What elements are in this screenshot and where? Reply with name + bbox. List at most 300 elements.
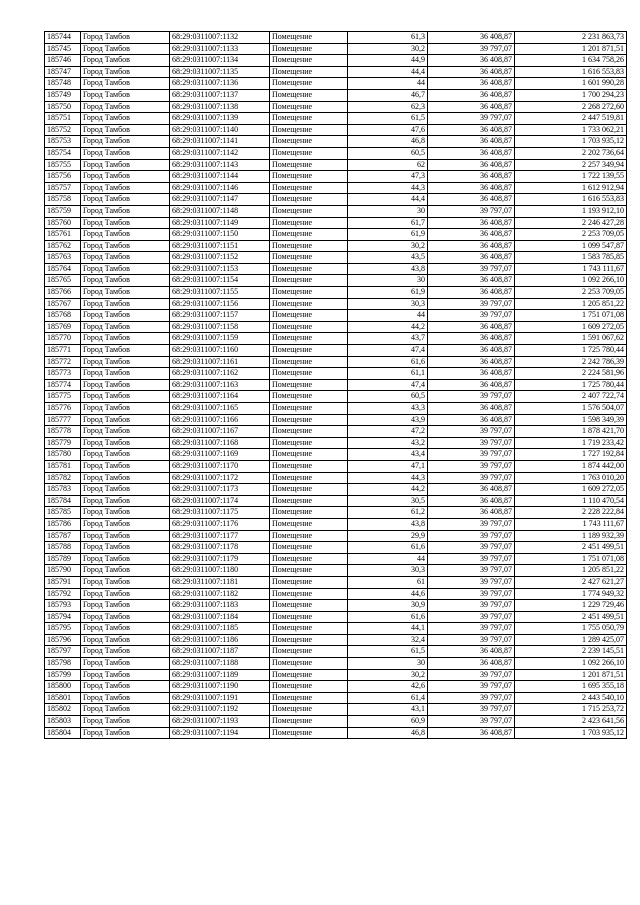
cell-cadastral-value: 1 616 553,83 — [515, 66, 627, 78]
cell-cadastral-value: 1 755 050,79 — [515, 623, 627, 635]
cell-city: Город Тамбов — [81, 368, 170, 380]
cell-cadastral-number: 68:29:0311007:1140 — [170, 124, 270, 136]
cell-object-type: Помещение — [270, 136, 348, 148]
cell-cadastral-value: 1 576 504,07 — [515, 403, 627, 415]
cell-cadastral-value: 1 874 442,00 — [515, 460, 627, 472]
cell-cadastral-number: 68:29:0311007:1179 — [170, 553, 270, 565]
cell-row-id: 185768 — [45, 310, 81, 322]
table-row — [45, 530, 627, 542]
cell-object-type: Помещение — [270, 32, 348, 44]
cell-cadastral-number: 68:29:0311007:1167 — [170, 426, 270, 438]
table-row — [45, 66, 627, 78]
cell-city: Город Тамбов — [81, 101, 170, 113]
cell-city: Город Тамбов — [81, 89, 170, 101]
table-row — [45, 518, 627, 530]
table-row — [45, 32, 627, 44]
cell-cadastral-number: 68:29:0311007:1164 — [170, 391, 270, 403]
cell-price-per-sqm: 36 408,87 — [428, 484, 515, 496]
cell-price-per-sqm: 36 408,87 — [428, 252, 515, 264]
cell-cadastral-number: 68:29:0311007:1154 — [170, 275, 270, 287]
table-row — [45, 136, 627, 148]
cell-area: 43,8 — [348, 518, 428, 530]
cell-object-type: Помещение — [270, 321, 348, 333]
cell-price-per-sqm: 36 408,87 — [428, 147, 515, 159]
cell-area: 42,6 — [348, 681, 428, 693]
cell-cadastral-number: 68:29:0311007:1176 — [170, 518, 270, 530]
cell-row-id: 185804 — [45, 727, 81, 739]
cell-row-id: 185755 — [45, 159, 81, 171]
table-row — [45, 704, 627, 716]
cell-cadastral-value: 1 110 470,54 — [515, 495, 627, 507]
cell-object-type: Помещение — [270, 518, 348, 530]
cell-row-id: 185777 — [45, 414, 81, 426]
cell-area: 44,4 — [348, 66, 428, 78]
cell-cadastral-number: 68:29:0311007:1162 — [170, 368, 270, 380]
cell-price-per-sqm: 39 797,07 — [428, 530, 515, 542]
cell-price-per-sqm: 39 797,07 — [428, 623, 515, 635]
cell-cadastral-number: 68:29:0311007:1185 — [170, 623, 270, 635]
cell-cadastral-number: 68:29:0311007:1169 — [170, 449, 270, 461]
cell-city: Город Тамбов — [81, 182, 170, 194]
cell-object-type: Помещение — [270, 159, 348, 171]
cell-row-id: 185786 — [45, 518, 81, 530]
cell-price-per-sqm: 36 408,87 — [428, 89, 515, 101]
cell-price-per-sqm: 36 408,87 — [428, 646, 515, 658]
cell-city: Город Тамбов — [81, 333, 170, 345]
cell-cadastral-number: 68:29:0311007:1182 — [170, 588, 270, 600]
cell-area: 30 — [348, 205, 428, 217]
cell-row-id: 185757 — [45, 182, 81, 194]
cell-area: 61,9 — [348, 287, 428, 299]
table-row — [45, 205, 627, 217]
table-row — [45, 240, 627, 252]
cell-price-per-sqm: 36 408,87 — [428, 55, 515, 67]
cell-city: Город Тамбов — [81, 623, 170, 635]
cell-cadastral-value: 1 092 266,10 — [515, 275, 627, 287]
table-row — [45, 437, 627, 449]
cell-area: 62,3 — [348, 101, 428, 113]
cell-cadastral-value: 1 601 990,28 — [515, 78, 627, 90]
cell-row-id: 185799 — [45, 669, 81, 681]
cell-cadastral-value: 1 743 111,67 — [515, 518, 627, 530]
cell-object-type: Помещение — [270, 414, 348, 426]
cell-cadastral-value: 2 246 427,28 — [515, 217, 627, 229]
cell-row-id: 185789 — [45, 553, 81, 565]
cell-row-id: 185761 — [45, 229, 81, 241]
cell-cadastral-number: 68:29:0311007:1133 — [170, 43, 270, 55]
cell-object-type: Помещение — [270, 634, 348, 646]
cell-object-type: Помещение — [270, 182, 348, 194]
cell-cadastral-number: 68:29:0311007:1173 — [170, 484, 270, 496]
cell-price-per-sqm: 36 408,87 — [428, 345, 515, 357]
cell-cadastral-value: 1 751 071,08 — [515, 553, 627, 565]
cell-object-type: Помещение — [270, 449, 348, 461]
cell-cadastral-value: 1 201 871,51 — [515, 43, 627, 55]
table-row — [45, 460, 627, 472]
cell-area: 61,3 — [348, 32, 428, 44]
cell-area: 43,2 — [348, 437, 428, 449]
cell-row-id: 185762 — [45, 240, 81, 252]
cell-cadastral-number: 68:29:0311007:1151 — [170, 240, 270, 252]
cell-row-id: 185790 — [45, 565, 81, 577]
cell-city: Город Тамбов — [81, 484, 170, 496]
cell-price-per-sqm: 39 797,07 — [428, 669, 515, 681]
cell-area: 44,1 — [348, 623, 428, 635]
cell-object-type: Помещение — [270, 646, 348, 658]
cell-city: Город Тамбов — [81, 310, 170, 322]
cell-object-type: Помещение — [270, 66, 348, 78]
cell-object-type: Помещение — [270, 716, 348, 728]
cell-object-type: Помещение — [270, 275, 348, 287]
table-row — [45, 658, 627, 670]
cell-price-per-sqm: 36 408,87 — [428, 333, 515, 345]
cell-price-per-sqm: 36 408,87 — [428, 32, 515, 44]
cell-city: Город Тамбов — [81, 159, 170, 171]
cell-city: Город Тамбов — [81, 287, 170, 299]
cell-object-type: Помещение — [270, 124, 348, 136]
cell-row-id: 185760 — [45, 217, 81, 229]
cell-cadastral-number: 68:29:0311007:1193 — [170, 716, 270, 728]
cell-price-per-sqm: 39 797,07 — [428, 588, 515, 600]
cell-cadastral-value: 2 253 709,05 — [515, 229, 627, 241]
cell-price-per-sqm: 36 408,87 — [428, 229, 515, 241]
cell-row-id: 185783 — [45, 484, 81, 496]
table-row — [45, 623, 627, 635]
cell-row-id: 185744 — [45, 32, 81, 44]
cell-price-per-sqm: 36 408,87 — [428, 414, 515, 426]
table-row — [45, 275, 627, 287]
cell-cadastral-number: 68:29:0311007:1158 — [170, 321, 270, 333]
cell-row-id: 185792 — [45, 588, 81, 600]
cell-cadastral-value: 2 228 222,84 — [515, 507, 627, 519]
cell-price-per-sqm: 36 408,87 — [428, 240, 515, 252]
cell-cadastral-value: 1 774 949,32 — [515, 588, 627, 600]
cell-cadastral-value: 1 703 935,12 — [515, 727, 627, 739]
cell-row-id: 185749 — [45, 89, 81, 101]
cell-cadastral-value: 2 202 736,64 — [515, 147, 627, 159]
cell-row-id: 185771 — [45, 345, 81, 357]
cell-price-per-sqm: 39 797,07 — [428, 391, 515, 403]
cell-area: 61,4 — [348, 692, 428, 704]
cell-object-type: Помещение — [270, 310, 348, 322]
cell-object-type: Помещение — [270, 484, 348, 496]
table-row — [45, 101, 627, 113]
cell-object-type: Помещение — [270, 368, 348, 380]
cell-city: Город Тамбов — [81, 727, 170, 739]
cell-city: Город Тамбов — [81, 298, 170, 310]
table-row — [45, 171, 627, 183]
cell-row-id: 185764 — [45, 263, 81, 275]
cell-price-per-sqm: 36 408,87 — [428, 217, 515, 229]
cell-city: Город Тамбов — [81, 403, 170, 415]
cell-price-per-sqm: 36 408,87 — [428, 507, 515, 519]
cell-row-id: 185770 — [45, 333, 81, 345]
cell-object-type: Помещение — [270, 507, 348, 519]
table-row — [45, 124, 627, 136]
cell-price-per-sqm: 39 797,07 — [428, 576, 515, 588]
cell-cadastral-number: 68:29:0311007:1153 — [170, 263, 270, 275]
table-row — [45, 542, 627, 554]
cell-price-per-sqm: 39 797,07 — [428, 634, 515, 646]
cell-cadastral-number: 68:29:0311007:1172 — [170, 472, 270, 484]
cell-object-type: Помещение — [270, 229, 348, 241]
cell-object-type: Помещение — [270, 113, 348, 125]
cell-cadastral-value: 1 609 272,05 — [515, 484, 627, 496]
table-row — [45, 287, 627, 299]
cell-cadastral-value: 2 224 581,96 — [515, 368, 627, 380]
cell-cadastral-number: 68:29:0311007:1160 — [170, 345, 270, 357]
cell-area: 61,6 — [348, 611, 428, 623]
table-row — [45, 634, 627, 646]
cell-area: 30,9 — [348, 600, 428, 612]
cell-cadastral-number: 68:29:0311007:1180 — [170, 565, 270, 577]
cell-cadastral-number: 68:29:0311007:1136 — [170, 78, 270, 90]
cell-object-type: Помещение — [270, 55, 348, 67]
cell-area: 43,3 — [348, 403, 428, 415]
table-row — [45, 263, 627, 275]
cell-price-per-sqm: 36 408,87 — [428, 368, 515, 380]
cell-cadastral-number: 68:29:0311007:1175 — [170, 507, 270, 519]
cell-row-id: 185779 — [45, 437, 81, 449]
cell-price-per-sqm: 39 797,07 — [428, 704, 515, 716]
cell-row-id: 185785 — [45, 507, 81, 519]
cell-object-type: Помещение — [270, 240, 348, 252]
table-row — [45, 426, 627, 438]
cell-area: 47,4 — [348, 345, 428, 357]
cell-cadastral-number: 68:29:0311007:1139 — [170, 113, 270, 125]
table-row — [45, 484, 627, 496]
table-row — [45, 379, 627, 391]
cell-cadastral-number: 68:29:0311007:1135 — [170, 66, 270, 78]
cell-city: Город Тамбов — [81, 588, 170, 600]
cell-city: Город Тамбов — [81, 426, 170, 438]
cell-row-id: 185784 — [45, 495, 81, 507]
cell-cadastral-value: 1 725 780,44 — [515, 379, 627, 391]
cell-cadastral-value: 1 612 912,94 — [515, 182, 627, 194]
cell-price-per-sqm: 39 797,07 — [428, 542, 515, 554]
cell-price-per-sqm: 39 797,07 — [428, 460, 515, 472]
cell-price-per-sqm: 36 408,87 — [428, 136, 515, 148]
cell-cadastral-value: 2 443 540,10 — [515, 692, 627, 704]
cell-city: Город Тамбов — [81, 194, 170, 206]
cell-city: Город Тамбов — [81, 542, 170, 554]
cell-row-id: 185778 — [45, 426, 81, 438]
cell-city: Город Тамбов — [81, 78, 170, 90]
cell-cadastral-number: 68:29:0311007:1165 — [170, 403, 270, 415]
cell-area: 30,5 — [348, 495, 428, 507]
cell-cadastral-value: 1 201 871,51 — [515, 669, 627, 681]
cell-cadastral-number: 68:29:0311007:1190 — [170, 681, 270, 693]
cell-cadastral-number: 68:29:0311007:1138 — [170, 101, 270, 113]
cell-price-per-sqm: 36 408,87 — [428, 194, 515, 206]
cell-cadastral-number: 68:29:0311007:1170 — [170, 460, 270, 472]
cell-city: Город Тамбов — [81, 43, 170, 55]
cell-cadastral-value: 1 092 266,10 — [515, 658, 627, 670]
cell-price-per-sqm: 36 408,87 — [428, 403, 515, 415]
table-row — [45, 194, 627, 206]
cell-area: 61,2 — [348, 507, 428, 519]
cell-city: Город Тамбов — [81, 634, 170, 646]
cell-cadastral-value: 1 733 062,21 — [515, 124, 627, 136]
cell-city: Город Тамбов — [81, 530, 170, 542]
cell-city: Город Тамбов — [81, 449, 170, 461]
cell-area: 46,8 — [348, 727, 428, 739]
cell-cadastral-number: 68:29:0311007:1143 — [170, 159, 270, 171]
cell-city: Город Тамбов — [81, 611, 170, 623]
cell-area: 47,6 — [348, 124, 428, 136]
cell-row-id: 185775 — [45, 391, 81, 403]
cell-price-per-sqm: 39 797,07 — [428, 449, 515, 461]
table-row — [45, 576, 627, 588]
cell-area: 61,9 — [348, 229, 428, 241]
cell-cadastral-number: 68:29:0311007:1186 — [170, 634, 270, 646]
cell-cadastral-value: 1 205 851,22 — [515, 565, 627, 577]
cell-row-id: 185748 — [45, 78, 81, 90]
table-row — [45, 229, 627, 241]
cell-cadastral-value: 1 743 111,67 — [515, 263, 627, 275]
cell-cadastral-number: 68:29:0311007:1188 — [170, 658, 270, 670]
cell-object-type: Помещение — [270, 171, 348, 183]
cell-city: Город Тамбов — [81, 356, 170, 368]
cell-object-type: Помещение — [270, 403, 348, 415]
cell-price-per-sqm: 39 797,07 — [428, 113, 515, 125]
cell-area: 61,6 — [348, 542, 428, 554]
cell-area: 43,9 — [348, 414, 428, 426]
cell-row-id: 185780 — [45, 449, 81, 461]
cell-area: 32,4 — [348, 634, 428, 646]
cell-area: 61,1 — [348, 368, 428, 380]
table-row — [45, 588, 627, 600]
cell-object-type: Помещение — [270, 78, 348, 90]
cell-price-per-sqm: 39 797,07 — [428, 611, 515, 623]
cell-cadastral-number: 68:29:0311007:1146 — [170, 182, 270, 194]
table-row — [45, 600, 627, 612]
cell-cadastral-number: 68:29:0311007:1132 — [170, 32, 270, 44]
cell-price-per-sqm: 39 797,07 — [428, 43, 515, 55]
cell-area: 60,9 — [348, 716, 428, 728]
cell-cadastral-number: 68:29:0311007:1149 — [170, 217, 270, 229]
cell-cadastral-value: 1 719 233,42 — [515, 437, 627, 449]
table-row — [45, 252, 627, 264]
cell-object-type: Помещение — [270, 426, 348, 438]
table-row — [45, 356, 627, 368]
cell-area: 47,4 — [348, 379, 428, 391]
property-table — [44, 31, 627, 739]
cell-city: Город Тамбов — [81, 391, 170, 403]
cell-city: Город Тамбов — [81, 414, 170, 426]
cell-price-per-sqm: 39 797,07 — [428, 310, 515, 322]
cell-row-id: 185756 — [45, 171, 81, 183]
cell-cadastral-value: 2 451 499,51 — [515, 611, 627, 623]
cell-cadastral-value: 1 695 355,18 — [515, 681, 627, 693]
table-row — [45, 182, 627, 194]
cell-cadastral-value: 1 715 253,72 — [515, 704, 627, 716]
cell-object-type: Помещение — [270, 217, 348, 229]
table-row — [45, 449, 627, 461]
cell-city: Город Тамбов — [81, 240, 170, 252]
cell-area: 30,2 — [348, 240, 428, 252]
cell-price-per-sqm: 39 797,07 — [428, 600, 515, 612]
cell-cadastral-value: 2 257 349,94 — [515, 159, 627, 171]
cell-price-per-sqm: 36 408,87 — [428, 495, 515, 507]
cell-area: 47,2 — [348, 426, 428, 438]
cell-object-type: Помещение — [270, 611, 348, 623]
cell-row-id: 185746 — [45, 55, 81, 67]
table-row — [45, 681, 627, 693]
cell-cadastral-number: 68:29:0311007:1141 — [170, 136, 270, 148]
cell-object-type: Помещение — [270, 379, 348, 391]
cell-area: 60,5 — [348, 391, 428, 403]
cell-area: 30,2 — [348, 669, 428, 681]
cell-object-type: Помещение — [270, 669, 348, 681]
cell-price-per-sqm: 39 797,07 — [428, 437, 515, 449]
cell-row-id: 185800 — [45, 681, 81, 693]
table-row — [45, 310, 627, 322]
cell-city: Город Тамбов — [81, 518, 170, 530]
cell-city: Город Тамбов — [81, 136, 170, 148]
cell-area: 30,3 — [348, 565, 428, 577]
cell-row-id: 185802 — [45, 704, 81, 716]
cell-area: 43,7 — [348, 333, 428, 345]
cell-city: Город Тамбов — [81, 460, 170, 472]
cell-cadastral-number: 68:29:0311007:1181 — [170, 576, 270, 588]
table-row — [45, 217, 627, 229]
cell-city: Город Тамбов — [81, 171, 170, 183]
cell-city: Город Тамбов — [81, 495, 170, 507]
cell-city: Город Тамбов — [81, 113, 170, 125]
cell-city: Город Тамбов — [81, 600, 170, 612]
cell-row-id: 185803 — [45, 716, 81, 728]
cell-area: 44 — [348, 553, 428, 565]
cell-area: 46,7 — [348, 89, 428, 101]
table-row — [45, 43, 627, 55]
cell-area: 30,3 — [348, 298, 428, 310]
cell-object-type: Помещение — [270, 356, 348, 368]
cell-row-id: 185801 — [45, 692, 81, 704]
cell-cadastral-number: 68:29:0311007:1159 — [170, 333, 270, 345]
cell-object-type: Помещение — [270, 600, 348, 612]
table-row — [45, 727, 627, 739]
cell-city: Город Тамбов — [81, 379, 170, 391]
cell-price-per-sqm: 39 797,07 — [428, 263, 515, 275]
cell-object-type: Помещение — [270, 565, 348, 577]
cell-price-per-sqm: 39 797,07 — [428, 692, 515, 704]
cell-cadastral-value: 2 407 722,74 — [515, 391, 627, 403]
cell-city: Город Тамбов — [81, 263, 170, 275]
cell-city: Город Тамбов — [81, 704, 170, 716]
cell-cadastral-number: 68:29:0311007:1187 — [170, 646, 270, 658]
cell-cadastral-value: 1 598 349,39 — [515, 414, 627, 426]
table-body — [45, 32, 627, 739]
cell-area: 44,4 — [348, 194, 428, 206]
cell-row-id: 185788 — [45, 542, 81, 554]
cell-cadastral-value: 1 727 192,84 — [515, 449, 627, 461]
table-row — [45, 89, 627, 101]
cell-cadastral-number: 68:29:0311007:1157 — [170, 310, 270, 322]
cell-city: Город Тамбов — [81, 124, 170, 136]
cell-object-type: Помещение — [270, 623, 348, 635]
cell-cadastral-value: 1 229 729,46 — [515, 600, 627, 612]
table-row — [45, 159, 627, 171]
cell-cadastral-value: 1 616 553,83 — [515, 194, 627, 206]
cell-price-per-sqm: 39 797,07 — [428, 472, 515, 484]
cell-object-type: Помещение — [270, 101, 348, 113]
cell-row-id: 185797 — [45, 646, 81, 658]
table-row — [45, 716, 627, 728]
cell-cadastral-number: 68:29:0311007:1163 — [170, 379, 270, 391]
cell-object-type: Помещение — [270, 681, 348, 693]
cell-area: 44,3 — [348, 472, 428, 484]
